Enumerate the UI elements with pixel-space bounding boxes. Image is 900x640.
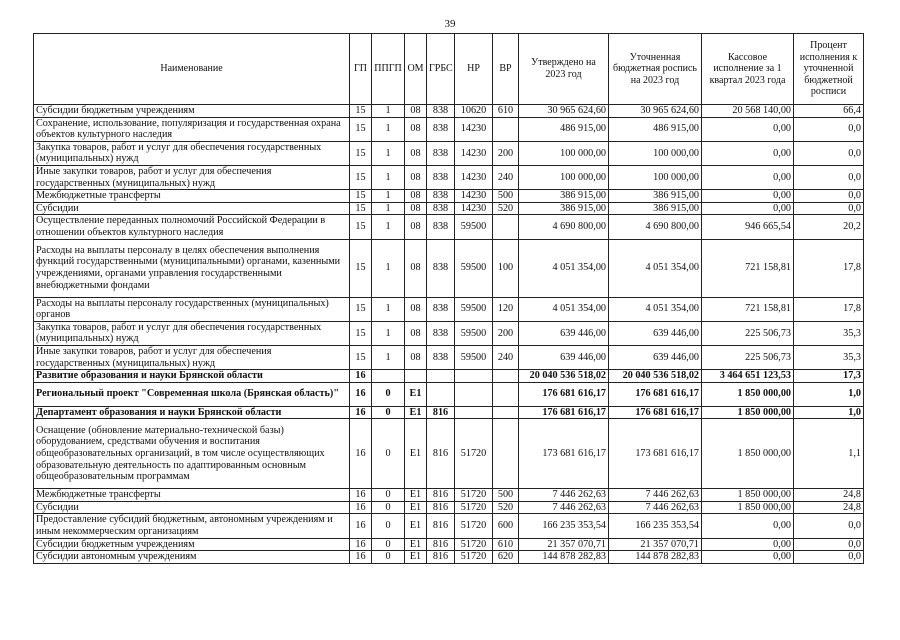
cell-name: Субсидии бюджетным учреждениям — [34, 538, 350, 551]
cell-cash: 0,00 — [702, 165, 794, 189]
cell-refined: 4 690 800,00 — [609, 215, 702, 239]
cell-vr — [493, 370, 519, 383]
cell-om: 08 — [405, 345, 427, 369]
table-row — [34, 406, 864, 419]
cell-refined: 7 446 262,63 — [609, 489, 702, 502]
cell-vr: 610 — [493, 105, 519, 118]
cell-ppgp: 1 — [372, 297, 405, 321]
cell-np: 59500 — [455, 297, 493, 321]
cell-percent: 17,3 — [794, 370, 864, 383]
header-ppgp: ППГП — [372, 34, 405, 105]
cell-gp: 16 — [350, 501, 372, 514]
cell-ppgp: 0 — [372, 406, 405, 419]
cell-grbs: 816 — [427, 419, 455, 489]
cell-np: 14230 — [455, 202, 493, 215]
header-gp: ГП — [350, 34, 372, 105]
cell-approved: 7 446 262,63 — [519, 489, 609, 502]
cell-name: Сохранение, использование, популяризация и государственная охрана объектов культурного наследия — [34, 117, 350, 141]
cell-np: 51720 — [455, 489, 493, 502]
cell-gp: 15 — [350, 141, 372, 165]
cell-refined: 486 915,00 — [609, 117, 702, 141]
cell-refined: 4 051 354,00 — [609, 297, 702, 321]
table-row — [34, 538, 864, 551]
cell-approved: 386 915,00 — [519, 190, 609, 203]
cell-gp: 16 — [350, 382, 372, 406]
table-row — [34, 419, 864, 489]
cell-approved: 21 357 070,71 — [519, 538, 609, 551]
header-approved: Утверждено на 2023 год — [519, 34, 609, 105]
cell-grbs: 816 — [427, 489, 455, 502]
cell-np: 14230 — [455, 190, 493, 203]
cell-grbs: 838 — [427, 165, 455, 189]
cell-gp: 16 — [350, 370, 372, 383]
cell-approved: 100 000,00 — [519, 141, 609, 165]
cell-ppgp: 0 — [372, 489, 405, 502]
cell-ppgp — [372, 370, 405, 383]
table-row — [34, 370, 864, 383]
cell-refined: 7 446 262,63 — [609, 501, 702, 514]
cell-cash: 3 464 651 123,53 — [702, 370, 794, 383]
cell-np — [455, 406, 493, 419]
cell-approved: 144 878 282,83 — [519, 551, 609, 564]
cell-approved: 100 000,00 — [519, 165, 609, 189]
table-row — [34, 489, 864, 502]
cell-cash: 0,00 — [702, 117, 794, 141]
table-row — [34, 141, 864, 165]
cell-name: Закупка товаров, работ и услуг для обеспечения государственных (муниципальных) нужд — [34, 141, 350, 165]
cell-name: Иные закупки товаров, работ и услуг для обеспечения государственных (муниципальных) нужд — [34, 345, 350, 369]
cell-ppgp: 1 — [372, 345, 405, 369]
cell-ppgp: 1 — [372, 105, 405, 118]
cell-gp: 15 — [350, 105, 372, 118]
cell-cash: 225 506,73 — [702, 345, 794, 369]
cell-np: 51720 — [455, 538, 493, 551]
cell-percent: 24,8 — [794, 501, 864, 514]
cell-om: E1 — [405, 382, 427, 406]
cell-vr — [493, 419, 519, 489]
cell-percent: 0,0 — [794, 551, 864, 564]
cell-gp: 15 — [350, 202, 372, 215]
cell-cash: 1 850 000,00 — [702, 489, 794, 502]
cell-vr: 120 — [493, 297, 519, 321]
cell-gp: 16 — [350, 489, 372, 502]
cell-gp: 15 — [350, 345, 372, 369]
cell-om: E1 — [405, 406, 427, 419]
table-row — [34, 345, 864, 369]
cell-approved: 173 681 616,17 — [519, 419, 609, 489]
cell-refined: 173 681 616,17 — [609, 419, 702, 489]
table-row — [34, 105, 864, 118]
table-row — [34, 501, 864, 514]
cell-ppgp: 1 — [372, 141, 405, 165]
cell-vr: 520 — [493, 501, 519, 514]
cell-grbs: 838 — [427, 141, 455, 165]
cell-grbs: 838 — [427, 117, 455, 141]
cell-percent: 0,0 — [794, 538, 864, 551]
cell-om: E1 — [405, 419, 427, 489]
cell-om: E1 — [405, 501, 427, 514]
cell-ppgp: 1 — [372, 165, 405, 189]
cell-vr — [493, 117, 519, 141]
table-row — [34, 190, 864, 203]
cell-refined: 100 000,00 — [609, 141, 702, 165]
cell-grbs: 816 — [427, 538, 455, 551]
cell-approved: 4 051 354,00 — [519, 239, 609, 297]
cell-percent: 0,0 — [794, 202, 864, 215]
cell-name: Оснащение (обновление материально-технической базы) оборудованием, средствами обучения и воспитания общеобразовательных организаций, в том числе осуществляющих образовательную деятельность по адаптированным основным общеобразовательным программам — [34, 419, 350, 489]
cell-grbs: 838 — [427, 105, 455, 118]
cell-grbs: 838 — [427, 215, 455, 239]
table-row — [34, 239, 864, 297]
cell-om: 08 — [405, 165, 427, 189]
cell-approved: 176 681 616,17 — [519, 406, 609, 419]
cell-gp: 15 — [350, 321, 372, 345]
cell-percent: 0,0 — [794, 514, 864, 538]
cell-om: 08 — [405, 202, 427, 215]
cell-gp: 15 — [350, 117, 372, 141]
cell-grbs — [427, 382, 455, 406]
cell-om: E1 — [405, 551, 427, 564]
cell-percent: 20,2 — [794, 215, 864, 239]
cell-gp: 16 — [350, 538, 372, 551]
header-grbs: ГРБС — [427, 34, 455, 105]
table-row — [34, 117, 864, 141]
cell-ppgp: 1 — [372, 190, 405, 203]
cell-gp: 15 — [350, 239, 372, 297]
header-refined: Уточненная бюджетная роспись на 2023 год — [609, 34, 702, 105]
cell-ppgp: 1 — [372, 239, 405, 297]
cell-np: 59500 — [455, 239, 493, 297]
cell-percent: 1,1 — [794, 419, 864, 489]
cell-refined: 176 681 616,17 — [609, 382, 702, 406]
cell-cash: 20 568 140,00 — [702, 105, 794, 118]
cell-approved: 176 681 616,17 — [519, 382, 609, 406]
cell-ppgp: 1 — [372, 202, 405, 215]
cell-name: Субсидии — [34, 501, 350, 514]
header-name: Наименование — [34, 34, 350, 105]
table-row — [34, 202, 864, 215]
cell-name: Межбюджетные трансферты — [34, 190, 350, 203]
table-row — [34, 165, 864, 189]
cell-np — [455, 382, 493, 406]
table-row — [34, 215, 864, 239]
cell-np: 14230 — [455, 165, 493, 189]
cell-name: Субсидии — [34, 202, 350, 215]
cell-cash: 721 158,81 — [702, 297, 794, 321]
cell-name: Развитие образования и науки Брянской области — [34, 370, 350, 383]
cell-np: 51720 — [455, 551, 493, 564]
header-percent: Процент исполнения к уточненной бюджетной росписи — [794, 34, 864, 105]
cell-ppgp: 1 — [372, 215, 405, 239]
cell-percent: 0,0 — [794, 165, 864, 189]
cell-gp: 15 — [350, 190, 372, 203]
cell-vr — [493, 382, 519, 406]
cell-grbs: 816 — [427, 406, 455, 419]
cell-name: Субсидии бюджетным учреждениям — [34, 105, 350, 118]
cell-gp: 15 — [350, 215, 372, 239]
cell-cash: 1 850 000,00 — [702, 419, 794, 489]
cell-percent: 17,8 — [794, 239, 864, 297]
cell-np: 59500 — [455, 215, 493, 239]
cell-name: Межбюджетные трансферты — [34, 489, 350, 502]
cell-vr: 200 — [493, 141, 519, 165]
cell-np: 59500 — [455, 321, 493, 345]
cell-grbs — [427, 370, 455, 383]
cell-om: 08 — [405, 117, 427, 141]
table-row — [34, 297, 864, 321]
cell-approved: 4 690 800,00 — [519, 215, 609, 239]
cell-approved: 639 446,00 — [519, 345, 609, 369]
cell-grbs: 838 — [427, 239, 455, 297]
cell-np: 51720 — [455, 501, 493, 514]
cell-cash: 0,00 — [702, 190, 794, 203]
page-number: 39 — [444, 18, 456, 30]
cell-cash: 0,00 — [702, 202, 794, 215]
header-np: НР — [455, 34, 493, 105]
cell-refined: 20 040 536 518,02 — [609, 370, 702, 383]
cell-name: Закупка товаров, работ и услуг для обеспечения государственных (муниципальных) нужд — [34, 321, 350, 345]
cell-name: Субсидии автономным учреждениям — [34, 551, 350, 564]
cell-refined: 144 878 282,83 — [609, 551, 702, 564]
cell-cash: 0,00 — [702, 551, 794, 564]
cell-refined: 100 000,00 — [609, 165, 702, 189]
cell-vr: 600 — [493, 514, 519, 538]
cell-om: 08 — [405, 141, 427, 165]
cell-om: 08 — [405, 297, 427, 321]
cell-percent: 24,8 — [794, 489, 864, 502]
cell-approved: 386 915,00 — [519, 202, 609, 215]
cell-approved: 30 965 624,60 — [519, 105, 609, 118]
cell-om: 08 — [405, 190, 427, 203]
budget-table — [33, 33, 864, 564]
cell-refined: 4 051 354,00 — [609, 239, 702, 297]
cell-cash: 1 850 000,00 — [702, 382, 794, 406]
cell-cash: 0,00 — [702, 538, 794, 551]
cell-vr: 520 — [493, 202, 519, 215]
cell-om: 08 — [405, 215, 427, 239]
cell-grbs: 838 — [427, 321, 455, 345]
cell-vr: 500 — [493, 190, 519, 203]
cell-refined: 30 965 624,60 — [609, 105, 702, 118]
table-header-row — [34, 34, 864, 105]
cell-refined: 386 915,00 — [609, 202, 702, 215]
cell-percent: 0,0 — [794, 141, 864, 165]
cell-om: 08 — [405, 105, 427, 118]
cell-grbs: 816 — [427, 514, 455, 538]
cell-refined: 639 446,00 — [609, 321, 702, 345]
table-row — [34, 321, 864, 345]
cell-percent: 1,0 — [794, 382, 864, 406]
cell-ppgp: 0 — [372, 382, 405, 406]
cell-grbs: 816 — [427, 551, 455, 564]
table-row — [34, 551, 864, 564]
cell-name: Осуществление переданных полномочий Российской Федерации в отношении объектов культурного наследия — [34, 215, 350, 239]
cell-ppgp: 0 — [372, 419, 405, 489]
cell-cash: 1 850 000,00 — [702, 501, 794, 514]
cell-cash: 0,00 — [702, 514, 794, 538]
cell-percent: 35,3 — [794, 321, 864, 345]
cell-grbs: 816 — [427, 501, 455, 514]
cell-grbs: 838 — [427, 297, 455, 321]
cell-approved: 4 051 354,00 — [519, 297, 609, 321]
cell-cash: 0,00 — [702, 141, 794, 165]
cell-om: E1 — [405, 489, 427, 502]
cell-percent: 66,4 — [794, 105, 864, 118]
cell-np: 59500 — [455, 345, 493, 369]
cell-grbs: 838 — [427, 345, 455, 369]
cell-approved: 7 446 262,63 — [519, 501, 609, 514]
header-om: ОМ — [405, 34, 427, 105]
cell-np: 10620 — [455, 105, 493, 118]
cell-vr — [493, 406, 519, 419]
cell-vr: 620 — [493, 551, 519, 564]
cell-percent: 17,8 — [794, 297, 864, 321]
cell-name: Региональный проект "Современная школа (Брянская область)" — [34, 382, 350, 406]
cell-name: Иные закупки товаров, работ и услуг для обеспечения государственных (муниципальных) нужд — [34, 165, 350, 189]
cell-np: 14230 — [455, 117, 493, 141]
cell-gp: 16 — [350, 551, 372, 564]
cell-approved: 639 446,00 — [519, 321, 609, 345]
cell-name: Департамент образования и науки Брянской области — [34, 406, 350, 419]
cell-gp: 15 — [350, 165, 372, 189]
cell-cash: 721 158,81 — [702, 239, 794, 297]
cell-gp: 15 — [350, 297, 372, 321]
cell-ppgp: 0 — [372, 501, 405, 514]
cell-grbs: 838 — [427, 202, 455, 215]
cell-percent: 0,0 — [794, 117, 864, 141]
cell-cash: 1 850 000,00 — [702, 406, 794, 419]
cell-np — [455, 370, 493, 383]
cell-refined: 176 681 616,17 — [609, 406, 702, 419]
cell-name: Предоставление субсидий бюджетным, автономным учреждениям и иным некоммерческим организациям — [34, 514, 350, 538]
cell-ppgp: 0 — [372, 551, 405, 564]
cell-vr: 100 — [493, 239, 519, 297]
table-row — [34, 514, 864, 538]
cell-vr: 240 — [493, 165, 519, 189]
cell-refined: 639 446,00 — [609, 345, 702, 369]
cell-ppgp: 1 — [372, 321, 405, 345]
cell-np: 51720 — [455, 514, 493, 538]
cell-vr — [493, 215, 519, 239]
cell-name: Расходы на выплаты персоналу в целях обеспечения выполнения функций государственными (муниципальными) органами, казенными учреждениями, органами управления государственными внебюджетными фондами — [34, 239, 350, 297]
cell-approved: 20 040 536 518,02 — [519, 370, 609, 383]
cell-grbs: 838 — [427, 190, 455, 203]
header-cash: Кассовое исполнение за 1 квартал 2023 года — [702, 34, 794, 105]
cell-vr: 200 — [493, 321, 519, 345]
cell-ppgp: 0 — [372, 538, 405, 551]
cell-percent: 0,0 — [794, 190, 864, 203]
cell-refined: 166 235 353,54 — [609, 514, 702, 538]
cell-gp: 16 — [350, 514, 372, 538]
cell-cash: 946 665,54 — [702, 215, 794, 239]
cell-ppgp: 1 — [372, 117, 405, 141]
header-vr: ВР — [493, 34, 519, 105]
cell-om: 08 — [405, 321, 427, 345]
cell-approved: 486 915,00 — [519, 117, 609, 141]
cell-approved: 166 235 353,54 — [519, 514, 609, 538]
table-body — [34, 105, 864, 564]
cell-ppgp: 0 — [372, 514, 405, 538]
cell-om: 08 — [405, 239, 427, 297]
cell-vr: 240 — [493, 345, 519, 369]
cell-gp: 16 — [350, 419, 372, 489]
cell-vr: 610 — [493, 538, 519, 551]
cell-cash: 225 506,73 — [702, 321, 794, 345]
cell-om — [405, 370, 427, 383]
cell-np: 51720 — [455, 419, 493, 489]
table-row — [34, 382, 864, 406]
cell-name: Расходы на выплаты персоналу государственных (муниципальных) органов — [34, 297, 350, 321]
cell-om: E1 — [405, 538, 427, 551]
cell-gp: 16 — [350, 406, 372, 419]
cell-percent: 1,0 — [794, 406, 864, 419]
cell-np: 14230 — [455, 141, 493, 165]
cell-vr: 500 — [493, 489, 519, 502]
cell-om: E1 — [405, 514, 427, 538]
cell-refined: 21 357 070,71 — [609, 538, 702, 551]
cell-percent: 35,3 — [794, 345, 864, 369]
cell-refined: 386 915,00 — [609, 190, 702, 203]
